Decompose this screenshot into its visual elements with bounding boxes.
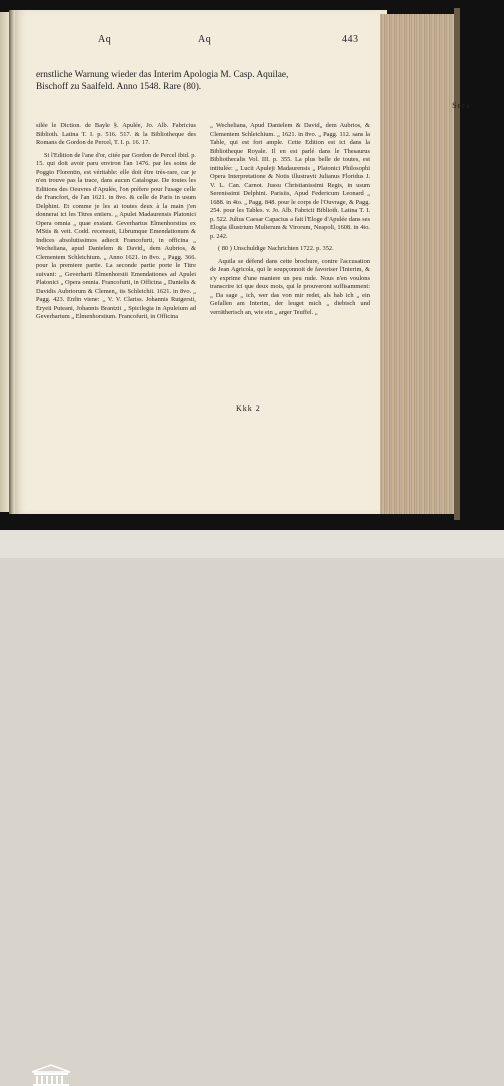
catchword: Sera- — [452, 101, 474, 110]
viewer-footer — [0, 530, 504, 558]
left-column — [36, 122, 196, 326]
page-number: 443 — [342, 34, 359, 45]
scanned-book-spread — [0, 0, 504, 530]
footnote-80: ( 80 ) Unschuldige Nachrichten 1722. p. 352. — [218, 245, 334, 252]
continuation-line-2: Bischoff zu Saalfeld. Anno 1548. Rare (80). — [36, 82, 202, 92]
running-head-left: Aq — [98, 34, 112, 45]
running-head-center: Aq — [198, 34, 212, 45]
library-building-icon — [30, 1064, 72, 1086]
right-paragraph-1: „ Wecheliana, Apud Danielem & David„ dem Aubrios, & Clementem Schleichium. „ 1621. in 8vo. „ Pagg. 112. sans la Table, qui est fort ample. Cette Edition est ici dans la Bibliotheque Royale. Il en est parlé dans le Thesaurus Bibliothecalis Vol. III. p. 355. La plus belle de toutes, est intitulée: „ Lucii Apuleji Madaurensis „ Platonici Philosophi Opera Interpretatione & Notis illustravit Julianus Floridus J. V. L. Can. Carnot. Jussu Christianissimi Regis, in usum Serenissimi Delphini. Parisiis, Apud Federicum Leonard „ 1688. in 4to. „ Pagg. 848. pour le corps de l'Ouvrage, & Pagg. 254. pour les Tables. v. Jo. Alb. Fabricii Biblioth. Latina T. I. p. 522. Julius Caesar Capacius a fait l'Eloge d'Apulée dans ses Elogia illustrium Mulierum & Virorum, Neapoli, 1608. in 4to. p. 242. — [210, 122, 370, 240]
right-column — [210, 122, 370, 321]
left-paragraph-1: silée le Diction. de Bayle §. Apulée, Jo. Alb. Fabricius Biblioth. Latina T. I. p. 516. 517. & la Bibliotheque des Romans de Gordon de Percel, T. I. p. 16. 17. — [36, 122, 196, 146]
right-paragraph-2: Aquila se défend dans cette brochure, contre l'accusation de Jean Agricola, qui le soupçonnoit de favoriser l'Interim, & s'y exprime d'une maniere un peu rude. Nous n'en voulons transcrire ici que deux mots, qui le prouveront suffisamment: „ Da sage „ ich, wer das von mir redet, als hab ich „ ein Gefallen am Interim, der leuget mich „ diebisch und verrätherisch an, wie ein „ arger Teuffel. „ — [210, 257, 370, 316]
book-cover-edge — [454, 8, 460, 520]
signature-mark: Kkk 2 — [236, 404, 261, 413]
book-gutter — [9, 10, 15, 514]
continuation-line-1: ernstliche Warnung wieder das Interim Apologia M. Casp. Aquilae, — [36, 70, 289, 80]
left-paragraph-2: Si l'Edition de l'ane d'or, citée par Gordon de Percel ibid. p. 15. qui doit avoir paru environ l'an 1476. par les soins de Poggio Florentin, est véritable: elle doit être très-rare, car je n'en trouve pas la trace, dans aucun Catalogue. De toutes les Editions des Oeuvres d'Apulée, l'on préfere pour l'usage celle de Francfort, de l'an 1621. in 8vo. & celle de Paris in usum Delphini. Et comme je les ai toutes deux à la main j'en donnerai ici les Titres entiers. „ Apulei Madaurensis Platonici Opera omnia „ quae exstant. Geverhartus Elmenhorstius ex MStis & vett. Codd. recensuit, Librumque Emendationum & Indices absolutissimos adiecit Francofurti, in officina „ Wecheliana, apud Danielem & David„ dem Aubrios, & Clementem Schleichium. „ Anno 1621. in 8vo. „ Pagg. 366. pour la premiere partie. La seconde partie porte le Titre suivant: „ Geverharti Elmenhorstii Emendationes ad Apulei Platonici „ Opera omnia. Francofurti, in Officina „ Danielis & Davidis Aubriorum & Clemen„ tis Schleichii. 1621. in 8vo. „ Pagg. 423. Enfin viene: „ V. V. Clariss. Johannis Rutgersii, Eryeii Puteani, Johannis Brantzii „ Spicilegia in Apuleium ad Geverhartum „ Elmenhorstium. Francofurti, in Officina — [36, 151, 196, 320]
page-edges — [380, 14, 454, 514]
